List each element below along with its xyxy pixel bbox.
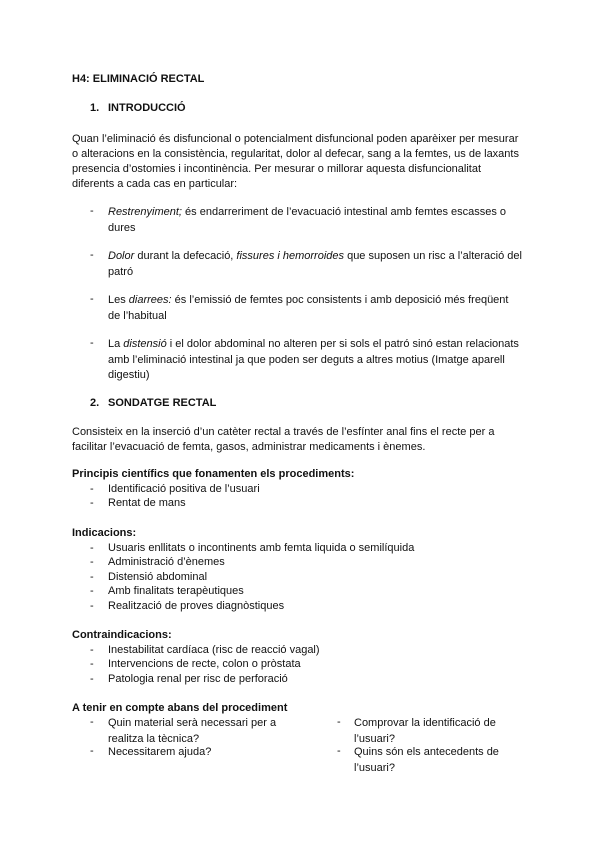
- list-dash: -: [90, 571, 94, 583]
- term-diarrees: diarrees:: [128, 294, 172, 306]
- item-text: i el dolor abdominal no alteren per si sols el patró sinó estan relacionats: [166, 338, 519, 350]
- indicacions-item: Usuaris enllitats o incontinents amb femta liquida o semilíquida: [108, 542, 415, 554]
- section-intro-heading: INTRODUCCIÓ: [108, 102, 186, 114]
- term-restrenyiment: Restrenyiment;: [108, 206, 182, 218]
- indicacions-item: Realització de proves diagnòstiques: [108, 600, 285, 612]
- item-text: dures: [108, 221, 136, 234]
- list-dash: -: [90, 483, 94, 495]
- list-dash: -: [90, 249, 94, 261]
- intro-paragraph-line: diferents a cada cas en particular:: [72, 178, 238, 190]
- list-dash: -: [90, 556, 94, 568]
- abans-right-item-2: [354, 745, 499, 776]
- principis-item: Identificació positiva de l’usuari: [108, 483, 260, 495]
- abans-heading: A tenir en compte abans del procediment: [72, 702, 288, 714]
- sondatge-paragraph-line: Consisteix en la inserció d’un catèter rectal a través de l’esfínter anal fins el recte per a: [72, 426, 495, 438]
- list-dash: -: [90, 205, 94, 217]
- intro-list-item-3: [108, 293, 508, 324]
- indicacions-item: Amb finalitats terapèutiques: [108, 585, 244, 597]
- item-text: de l’habitual: [108, 309, 167, 322]
- item-text: Comprovar la identificació de: [354, 717, 496, 729]
- term-dolor: Dolor: [108, 250, 135, 262]
- item-text: realitza la tècnica?: [108, 732, 200, 745]
- item-text: Les: [108, 294, 129, 306]
- item-text: l’usuari?: [354, 732, 395, 745]
- list-dash: -: [90, 644, 94, 656]
- intro-paragraph-line: o alteracions en la consistència, regularitat, dolor al defecar, sang a la femtes, us de laxants: [72, 148, 519, 160]
- abans-left-item-1: [108, 716, 276, 747]
- term-distensio: distensió: [123, 338, 167, 350]
- sondatge-paragraph: [72, 425, 495, 455]
- list-dash: -: [90, 585, 94, 597]
- item-text: que suposen un risc a l’alteració del: [344, 250, 522, 262]
- item-text: durant la defecació,: [134, 250, 237, 262]
- contraindicacions-item: Patologia renal per risc de perforació: [108, 673, 288, 685]
- abans-right-item-1: [354, 716, 496, 747]
- list-dash: -: [90, 497, 94, 509]
- abans-left-item-2: [108, 745, 211, 761]
- contraindicacions-item: Inestabilitat cardíaca (risc de reacció vagal): [108, 644, 320, 656]
- intro-paragraph-line: Quan l’eliminació és disfuncional o potencialment disfuncional poden aparèixer per mesurar: [72, 133, 519, 145]
- section-sondatge-heading: SONDATGE RECTAL: [108, 397, 217, 409]
- item-text: l’usuari?: [354, 761, 395, 774]
- contraindicacions-heading: Contraindicacions:: [72, 629, 172, 641]
- item-text: La: [108, 338, 124, 350]
- list-dash: -: [90, 745, 94, 757]
- list-dash: -: [90, 600, 94, 612]
- contraindicacions-item: Intervencions de recte, colon o pròstata: [108, 658, 301, 670]
- document-title: H4: ELIMINACIÓ RECTAL: [72, 73, 205, 85]
- list-dash: -: [90, 673, 94, 685]
- item-text: Quin material serà necessari per a: [108, 717, 277, 729]
- intro-list-item-1: [108, 205, 506, 236]
- sondatge-paragraph-line: facilitar l’evacuació de femta, gasos, administrar medicaments i ènemes.: [72, 441, 426, 453]
- item-text: patró: [108, 265, 134, 278]
- item-text: és l’emissió de femtes poc consistents i amb deposició més freqüent: [171, 294, 509, 306]
- list-dash: -: [90, 542, 94, 554]
- list-dash: -: [337, 716, 341, 728]
- indicacions-heading: Indicacions:: [72, 527, 137, 539]
- intro-list-item-2: [108, 249, 522, 280]
- indicacions-item: Administració d’ènemes: [108, 556, 225, 568]
- item-text: Necessitarem ajuda?: [108, 746, 212, 758]
- indicacions-item: Distensió abdominal: [108, 571, 208, 583]
- list-dash: -: [90, 293, 94, 305]
- item-text: Quins són els antecedents de: [354, 746, 499, 758]
- principis-heading: Principis científics que fonamenten els procediments:: [72, 468, 355, 480]
- list-dash: -: [90, 716, 94, 728]
- intro-paragraph-line: presencia d’ostomies i incontinència. Per mesurar o millorar aquesta disfuncionalitat: [72, 163, 482, 175]
- list-dash: -: [90, 658, 94, 670]
- term-fissures: fissures i hemorroides: [236, 250, 345, 262]
- section-intro-number: 1.: [90, 102, 100, 114]
- item-text: és endarreriment de l’evacuació intestinal amb femtes escasses o: [181, 206, 507, 218]
- list-dash: -: [337, 745, 341, 757]
- item-text: amb l’eliminació intestinal ja que poden ser deguts a altres motius (Imatge aparell: [108, 353, 505, 366]
- item-text: digestiu): [108, 369, 150, 381]
- section-sondatge-number: 2.: [90, 397, 100, 409]
- intro-paragraph: [72, 132, 519, 192]
- intro-list-item-4: [108, 337, 519, 384]
- principis-item: Rentat de mans: [108, 497, 186, 509]
- list-dash: -: [90, 337, 94, 349]
